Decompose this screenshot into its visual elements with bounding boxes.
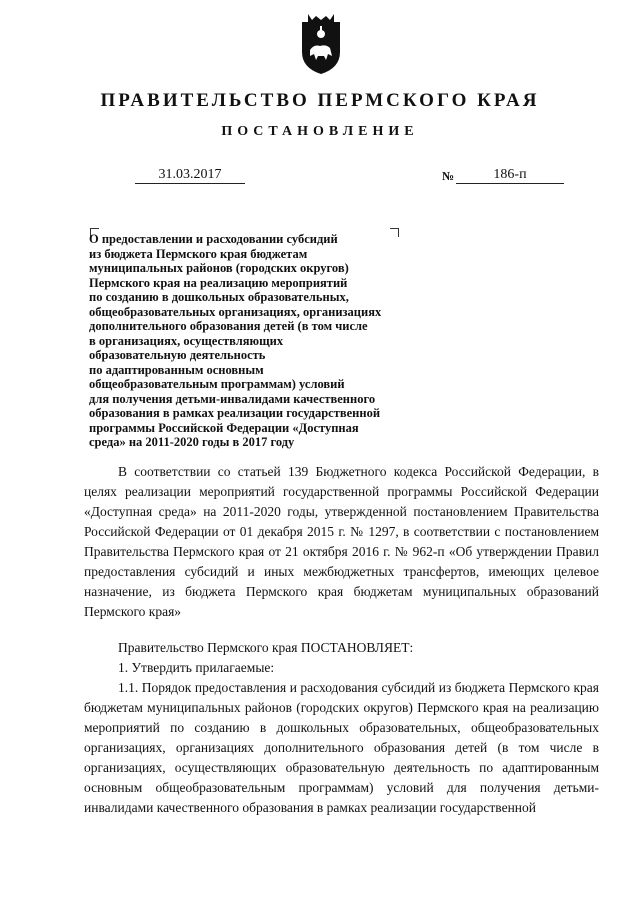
clause-1-1: 1.1. Порядок предоставления и расходования субсидий из бюджета Пермского края бюджетам муниципальных районов (городских округов) Пермского края на реализацию мероприятий по созданию в дошкольных образовательных, общеобразовательных организациях, организациях дополнительного образования детей (в том числе в организациях, осуществляющих образовательную деятельность по адаптированным основным общеобразовательным программам) условий для получения детьми-инвалидами качественного образования в рамках реализации государственной	[84, 680, 599, 815]
clause-1: 1. Утвердить прилагаемые:	[118, 660, 275, 675]
document-subject: О предоставлении и расходовании субсидий из бюджета Пермского края бюджетам муниципальных районов (городских округов) Пермского края на реализацию мероприятий по созданию в дошкольных образовательных, общеобразовательных организациях, организациях дополнительного образования детей (в том числе в организациях, осуществляющих образовательную деятельность по адаптированным основным общеобразовательным программам) условий для получения детьми-инвалидами качественного образования в рамках реализации государственной программы Российской Федерации «Доступная среда» на 2011-2020 годы в 2017 году	[89, 232, 382, 449]
coat-of-arms-icon	[300, 12, 342, 76]
number-label: №	[442, 169, 455, 183]
government-title: ПРАВИТЕЛЬСТВО ПЕРМСКОГО КРАЯ	[100, 90, 540, 111]
document-date: 31.03.2017	[135, 166, 245, 184]
document-type: ПОСТАНОВЛЕНИЕ	[221, 124, 419, 139]
resolution-line: Правительство Пермского края ПОСТАНОВЛЯЕТ:	[118, 640, 414, 655]
preamble-paragraph: В соответствии со статьей 139 Бюджетного кодекса Российской Федерации, в целях реализации мероприятий государственной программы Российской Федерации «Доступная среда» на 2011-2020 годы, утвержденной постановлением Правительства Российской Федерации от 01 декабря 2015 г. № 1297, в соответствии с постановлением Правительства Пермского края от 21 октября 2016 г. № 962-п «Об утверждении Правил предоставления субсидий и иных межбюджетных трансфертов, имеющих целевое назначение, из бюджета Пермского края бюджетам муниципальных образований Пермского края»	[84, 464, 599, 619]
document-number: 186-п	[456, 166, 564, 184]
